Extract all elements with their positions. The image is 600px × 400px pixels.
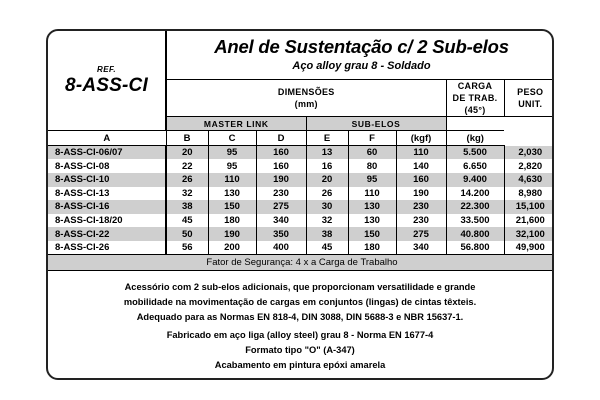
product-title-cell bbox=[166, 31, 554, 79]
cell-f: 160 bbox=[396, 173, 446, 187]
row-reference: 8-ASS-CI-13 bbox=[48, 187, 166, 201]
row-reference: 8-ASS-CI-26 bbox=[48, 241, 166, 255]
group-sub-elos: SUB-ELOS bbox=[306, 117, 446, 131]
cell-c: 400 bbox=[256, 241, 306, 255]
cell-c: 160 bbox=[256, 159, 306, 173]
cell-load: 33.500 bbox=[446, 214, 504, 228]
cell-b: 190 bbox=[208, 227, 256, 241]
cell-b: 130 bbox=[208, 187, 256, 201]
working-load-header bbox=[446, 79, 504, 116]
table-row bbox=[48, 173, 554, 187]
safety-factor-note: Fator de Segurança: 4 x a Carga de Trabalho bbox=[48, 254, 554, 270]
cell-b: 95 bbox=[208, 146, 256, 160]
material-line: Fabricado em aço liga (alloy steel) grau 8 - Norma EN 1677-4 bbox=[166, 330, 434, 341]
cell-weight: 8,980 bbox=[504, 187, 554, 201]
cell-load: 9.400 bbox=[446, 173, 504, 187]
cell-c: 350 bbox=[256, 227, 306, 241]
cell-e: 95 bbox=[348, 173, 396, 187]
working-load-line1: CARGA bbox=[457, 80, 493, 91]
row-reference: 8-ASS-CI-16 bbox=[48, 200, 166, 214]
working-load-line2: DE TRAB. bbox=[452, 92, 498, 103]
cell-e: 60 bbox=[348, 146, 396, 160]
cell-f: 190 bbox=[396, 187, 446, 201]
table-row bbox=[48, 214, 554, 228]
column-letter-f: F bbox=[348, 131, 396, 146]
cell-f: 340 bbox=[396, 241, 446, 255]
specification-table bbox=[48, 31, 554, 271]
unit-weight-header bbox=[504, 79, 554, 116]
cell-b: 95 bbox=[208, 159, 256, 173]
table-row bbox=[48, 200, 554, 214]
unit-weight-line1: PESO bbox=[517, 86, 544, 97]
cell-load: 5.500 bbox=[446, 146, 504, 160]
cell-d: 38 bbox=[306, 227, 348, 241]
cell-weight: 2,820 bbox=[504, 159, 554, 173]
cell-d: 32 bbox=[306, 214, 348, 228]
cell-f: 275 bbox=[396, 227, 446, 241]
table-foot bbox=[48, 254, 554, 270]
table-row bbox=[48, 187, 554, 201]
column-letter-c: C bbox=[208, 131, 256, 146]
cell-a: 56 bbox=[166, 241, 208, 255]
column-letter-e: E bbox=[306, 131, 348, 146]
cell-a: 20 bbox=[166, 146, 208, 160]
table-row bbox=[48, 227, 554, 241]
cell-d: 45 bbox=[306, 241, 348, 255]
row-reference: 8-ASS-CI-22 bbox=[48, 227, 166, 241]
standards-line: Adequado para as Normas EN 818-4, DIN 3088, DIN 5688-3 e NBR 15637-1. bbox=[136, 312, 464, 323]
finish-line: Acabamento em pintura epóxi amarela bbox=[214, 360, 386, 371]
unit-kgf: (kgf) bbox=[396, 131, 446, 146]
row-reference: 8-ASS-CI-06/07 bbox=[48, 146, 166, 160]
column-letter-b: B bbox=[166, 131, 208, 146]
cell-b: 200 bbox=[208, 241, 256, 255]
row-reference: 8-ASS-CI-10 bbox=[48, 173, 166, 187]
dimensions-unit: (mm) bbox=[294, 99, 318, 109]
description-line-2: mobilidade na movimentação de cargas em conjuntos (lingas) de cintas têxteis. bbox=[123, 297, 477, 308]
cell-f: 110 bbox=[396, 146, 446, 160]
reference-label: REF. bbox=[97, 64, 116, 74]
cell-d: 30 bbox=[306, 200, 348, 214]
dimensions-label: DIMENSÕES bbox=[277, 86, 335, 97]
cell-weight: 2,030 bbox=[504, 146, 554, 160]
reference-cell bbox=[48, 31, 166, 131]
group-master-link: MASTER LINK bbox=[166, 117, 306, 131]
cell-load: 22.300 bbox=[446, 200, 504, 214]
cell-e: 80 bbox=[348, 159, 396, 173]
cell-b: 110 bbox=[208, 173, 256, 187]
cell-b: 180 bbox=[208, 214, 256, 228]
cell-f: 230 bbox=[396, 200, 446, 214]
cell-a: 22 bbox=[166, 159, 208, 173]
cell-a: 38 bbox=[166, 200, 208, 214]
table-row bbox=[48, 241, 554, 255]
table-body bbox=[48, 146, 554, 255]
cell-weight: 4,630 bbox=[504, 173, 554, 187]
cell-c: 340 bbox=[256, 214, 306, 228]
unit-kg: (kg) bbox=[446, 131, 504, 146]
cell-weight: 49,900 bbox=[504, 241, 554, 255]
cell-load: 56.800 bbox=[446, 241, 504, 255]
table-row bbox=[48, 146, 554, 160]
product-spec-card bbox=[46, 29, 554, 380]
cell-c: 230 bbox=[256, 187, 306, 201]
cell-a: 50 bbox=[166, 227, 208, 241]
dimensions-header bbox=[166, 79, 446, 116]
row-reference: 8-ASS-CI-18/20 bbox=[48, 214, 166, 228]
cell-c: 160 bbox=[256, 146, 306, 160]
column-letter-a: A bbox=[48, 131, 166, 146]
cell-c: 275 bbox=[256, 200, 306, 214]
cell-e: 130 bbox=[348, 214, 396, 228]
cell-load: 40.800 bbox=[446, 227, 504, 241]
cell-weight: 15,100 bbox=[504, 200, 554, 214]
column-letters-row bbox=[48, 131, 554, 146]
cell-d: 13 bbox=[306, 146, 348, 160]
cell-e: 130 bbox=[348, 200, 396, 214]
description-block bbox=[48, 271, 552, 373]
cell-d: 26 bbox=[306, 187, 348, 201]
cell-e: 150 bbox=[348, 227, 396, 241]
column-letter-d: D bbox=[256, 131, 306, 146]
cell-d: 20 bbox=[306, 173, 348, 187]
cell-e: 110 bbox=[348, 187, 396, 201]
cell-a: 26 bbox=[166, 173, 208, 187]
cell-a: 32 bbox=[166, 187, 208, 201]
cell-c: 190 bbox=[256, 173, 306, 187]
reference-code: 8-ASS-CI bbox=[65, 74, 148, 96]
product-subtitle: Aço alloy grau 8 - Soldado bbox=[292, 59, 431, 72]
table-head bbox=[48, 31, 554, 146]
cell-weight: 21,600 bbox=[504, 214, 554, 228]
unit-weight-line2: UNIT. bbox=[518, 99, 543, 109]
cell-weight: 32,100 bbox=[504, 227, 554, 241]
shape-line: Formato tipo "O" (A-347) bbox=[245, 345, 355, 356]
table-row bbox=[48, 159, 554, 173]
working-load-angle: (45°) bbox=[464, 105, 486, 116]
description-line-1: Acessório com 2 sub-elos adicionais, que proporcionam versatilidade e grande bbox=[124, 281, 476, 292]
cell-d: 16 bbox=[306, 159, 348, 173]
cell-e: 180 bbox=[348, 241, 396, 255]
cell-f: 230 bbox=[396, 214, 446, 228]
cell-a: 45 bbox=[166, 214, 208, 228]
cell-load: 14.200 bbox=[446, 187, 504, 201]
cell-f: 140 bbox=[396, 159, 446, 173]
cell-b: 150 bbox=[208, 200, 256, 214]
cell-load: 6.650 bbox=[446, 159, 504, 173]
row-reference: 8-ASS-CI-08 bbox=[48, 159, 166, 173]
product-title: Anel de Sustentação c/ 2 Sub-elos bbox=[214, 36, 509, 57]
